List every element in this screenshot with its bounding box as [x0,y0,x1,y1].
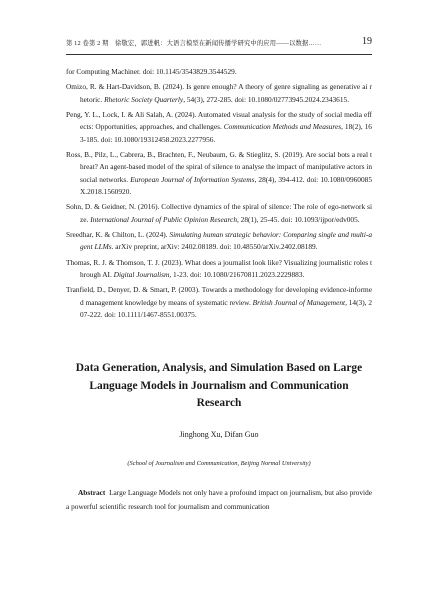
reference-entry [66,284,372,322]
reference-source-title: British Journal of Management [252,297,346,307]
article-authors: Jinghong Xu, Difan Guo [179,430,259,439]
author-affiliation: (School of Journalism and Communication, Beijing Normal University) [127,460,311,467]
reference-details: , 14(3), 207-222. doi: 10.1111/1467-8551.00375. [80,297,373,320]
reference-details: , 28(1), 25-45. doi: 10.1093/ijpor/edv005. [237,214,360,224]
reference-entry [66,66,372,79]
reference-details: , 1-23. doi: 10.1080/21670811.2023.2229883. [169,270,305,280]
reference-source-title: Digital Journalism [113,270,170,280]
reference-details: , 18(2), 163-185. doi: 10.1080/19312458.2023.2277956. [80,122,372,144]
reference-entry [66,229,372,254]
reference-source-title: European Journal of Information Systems [130,174,255,184]
reference-text: Sohn, D. & Geidner, N. (2016). Collective dynamics of the spiral of silence: The role of ego-network size. [66,202,372,224]
running-header [66,38,372,52]
reference-details: , 28(4), 394-412. doi: 10.1080/0960085X.2018.1560920. [80,174,372,197]
reference-entry [66,149,372,199]
reference-text: Peng, Y. L., Lock, I. & Ali Salah, A. (2024). Automated visual analysis for the study of social media effects: Opportunities, approaches, and challenges. [66,109,372,132]
reference-list [66,66,372,324]
reference-entry [66,81,372,106]
reference-source-title: International Journal of Public Opinion Research [90,214,237,224]
reference-text: for Computing Machiner. doi: 10.1145/3543829.3544529. [66,67,237,76]
article-title: Data Generation, Analysis, and Simulation Based on Large Language Models in Journalism and Communication Research [75,362,363,409]
header-rule [66,54,372,55]
reference-text: Thomas, R. J. & Thomson, T. J. (2023). What does a journalist look like? Visualizing journalistic roles through AI. [66,257,372,280]
reference-entry [66,201,372,226]
reference-details: . arXiv preprint, arXiv: 2402.08189. doi: 10.48550/arXiv.2402.08189. [111,242,318,252]
reference-source-title: Communication Methods and Measures [223,122,342,132]
reference-entry [66,109,372,147]
reference-source-title: Rhetoric Society Quarterly [104,94,184,104]
reference-entry [66,257,372,282]
reference-details: , 54(3), 272-285. doi: 10.1080/02773945.2024.2343615. [183,94,350,104]
abstract-paragraph [66,486,372,514]
reference-source-title: Simulating human strategic behavior: Comparing single and multi-agent LLMs [80,229,372,252]
reference-text: Ross, B., Pilz, L., Cabrera, B., Brachten, F., Neubaum, G. & Stieglitz, S. (2019). Are social bots a real threat? An agent-based model of the spiral of silence to analyse the impact of manipulative actors in social networks. [66,149,372,184]
page-number: 19 [362,36,372,47]
reference-text: Sreedhar, K. & Chilton, L. (2024). [66,229,170,239]
abstract-label: Abstract [78,488,106,497]
abstract-text: Large Language Models not only have a profound impact on journalism, but also provide a powerful scientific research tool for journalism and communication [66,488,373,511]
running-head-text: 第 12 卷第 2 期 徐敬宏，郭进帆：大语言模型在新闻传播学研究中的应用——以数据…… [66,40,322,47]
reference-text: Tranfield, D., Denyer, D. & Smart, P. (2003). Towards a methodology for developing evidence-informed management knowledge by means of systematic review. [66,285,372,307]
reference-text: Omizo, R. & Hart-Davidson, B. (2024). Is genre enough? A theory of genre signaling as generative ai rhetoric. [66,82,372,104]
